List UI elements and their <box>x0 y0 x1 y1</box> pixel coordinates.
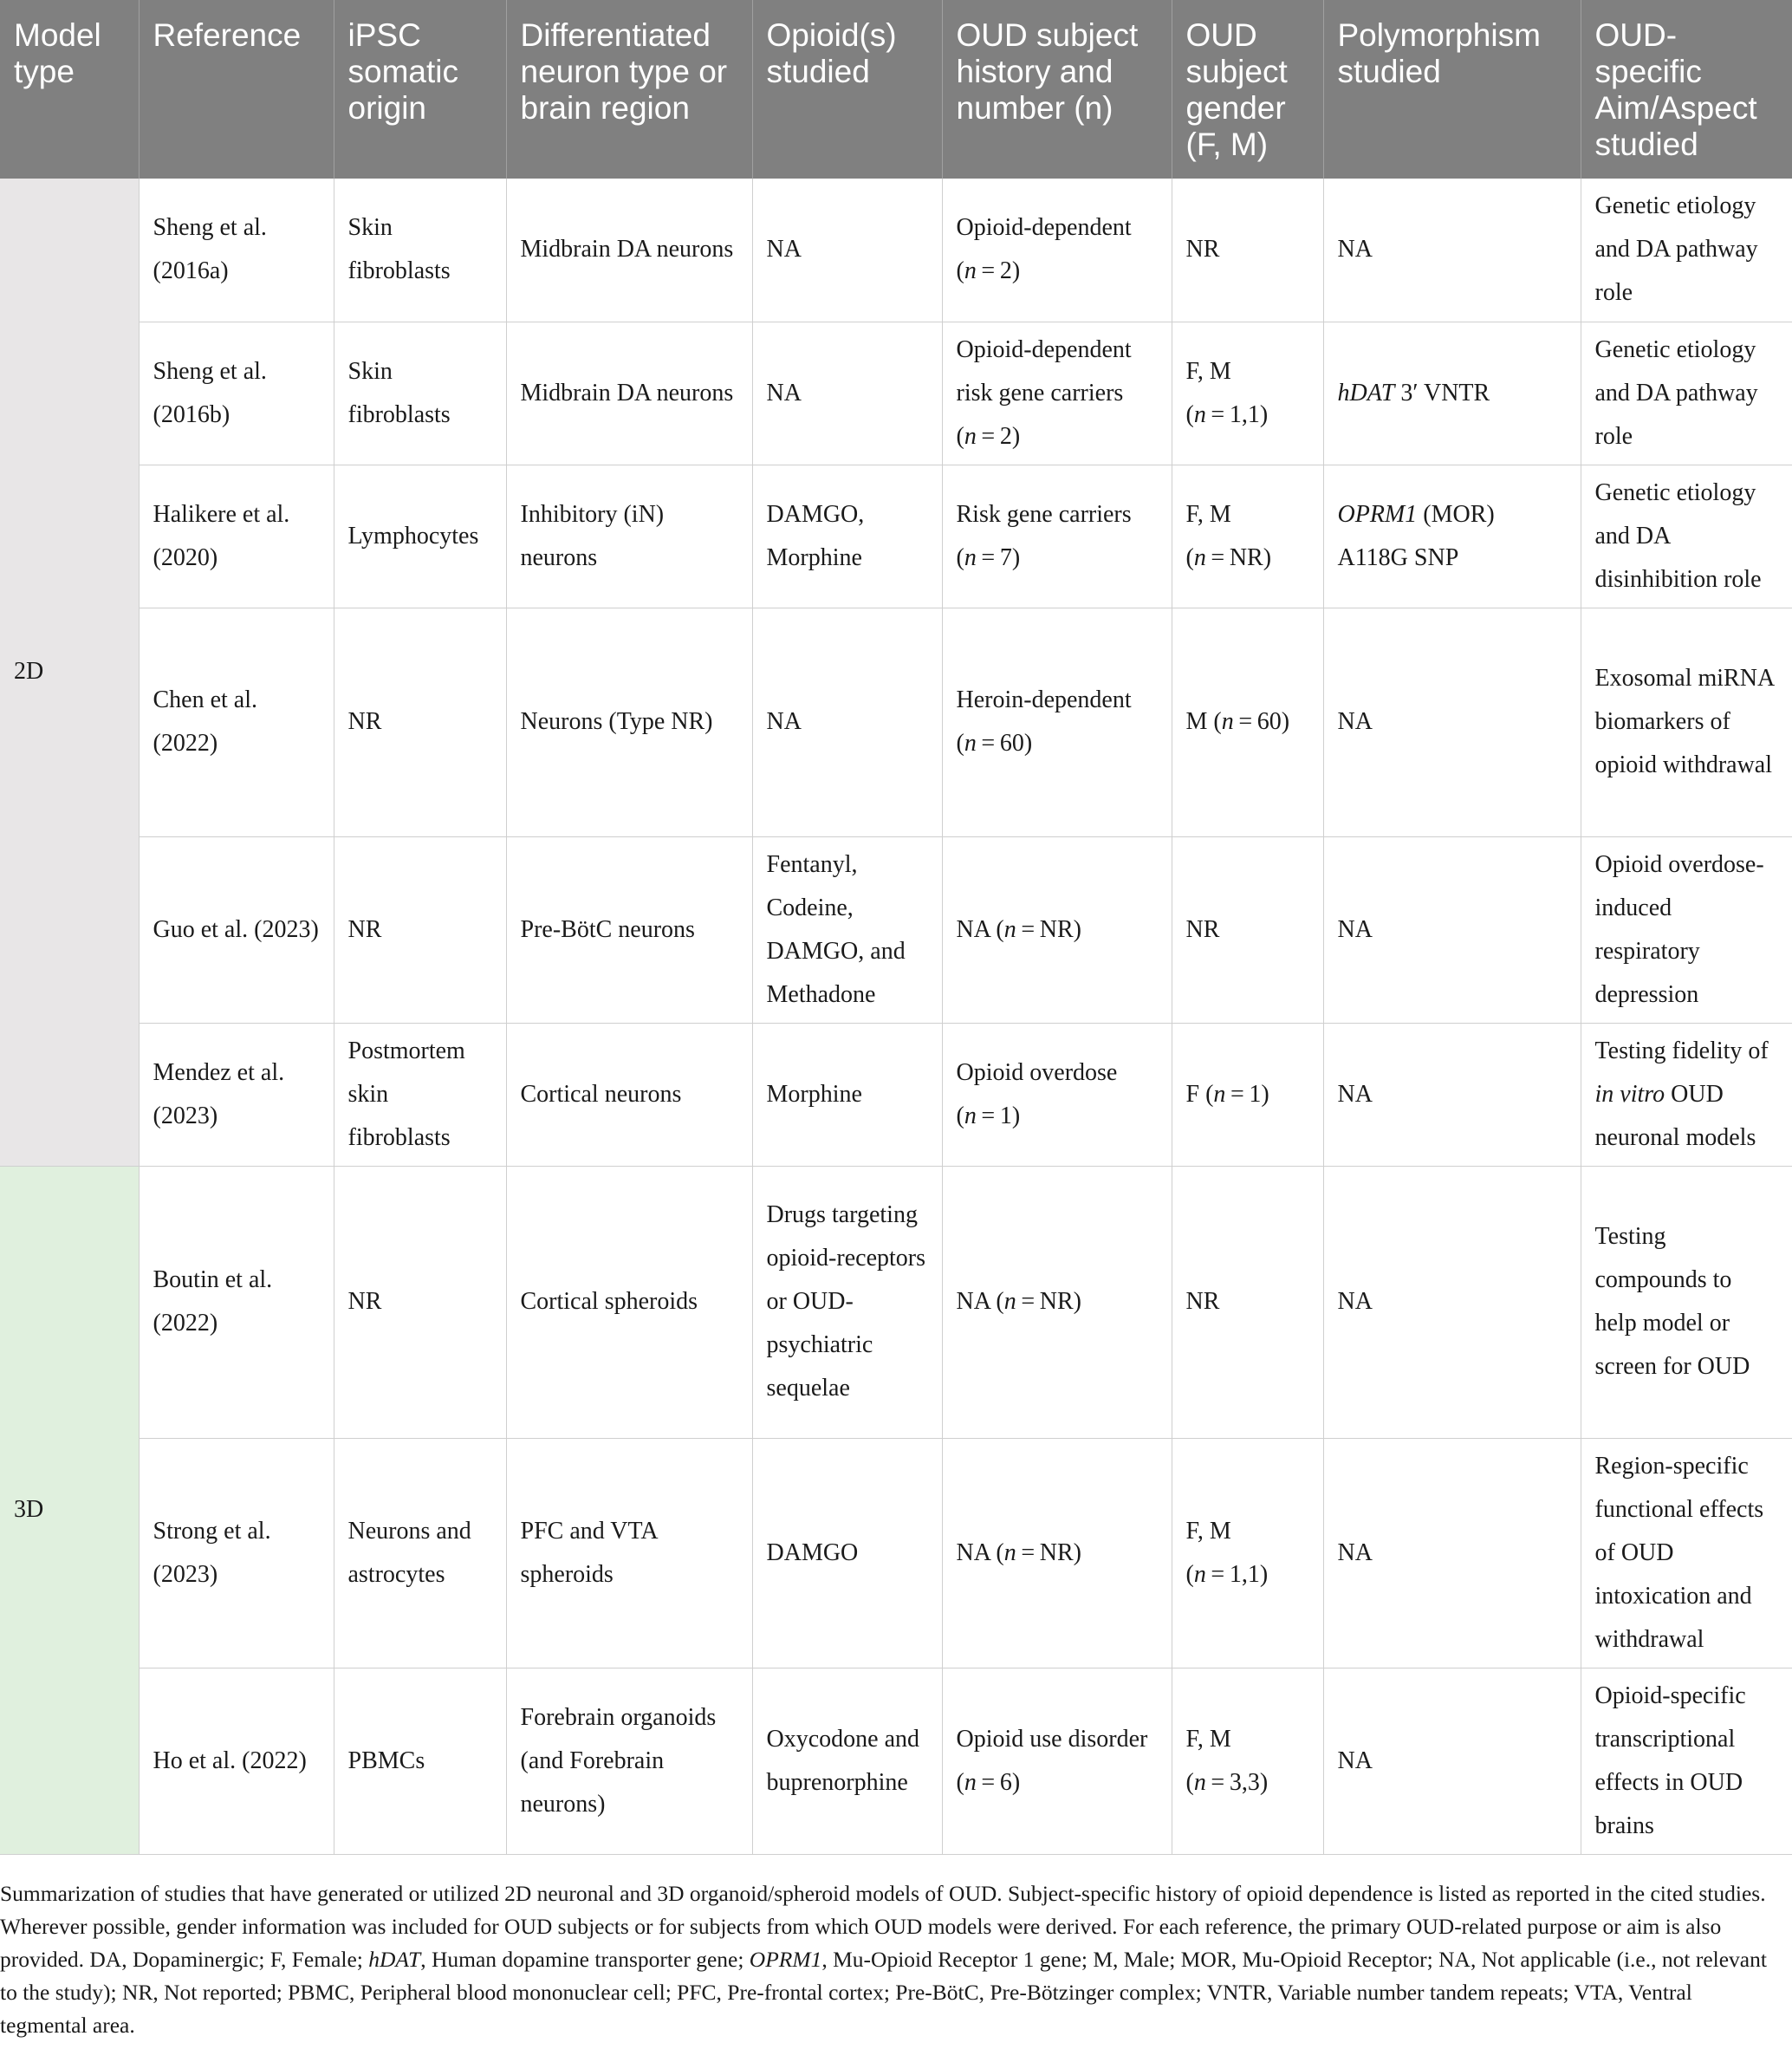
cell-aim: Genetic etiology and DA pathway role <box>1581 322 1792 465</box>
reference-link[interactable]: Sheng et al. (2016a) <box>139 179 334 322</box>
cell-aim: Genetic etiology and DA disinhibition role <box>1581 465 1792 608</box>
cell-polymorphism: NA <box>1323 1438 1581 1668</box>
cell-polymorphism: OPRM1 (MOR) A118G SNP <box>1323 465 1581 608</box>
cell-history: Opioid-dependent (n = 2) <box>942 179 1172 322</box>
cell-gender: F (n = 1) <box>1172 1023 1323 1166</box>
table-row <box>0 836 1792 1023</box>
cell-opioids: Morphine <box>752 1023 942 1166</box>
header-somatic-origin: iPSC somatic origin <box>334 0 506 179</box>
table-row <box>0 1438 1792 1668</box>
cell-aim: Testing fidelity of in vitro OUD neuronal models <box>1581 1023 1792 1166</box>
header-subject-history: OUD subject history and number (n) <box>942 0 1172 179</box>
cell-polymorphism: NA <box>1323 179 1581 322</box>
cell-aim: Region-specific functional effects of OUD intoxication and withdrawal <box>1581 1438 1792 1668</box>
cell-opioids: Fentanyl, Codeine, DAMGO, and Methadone <box>752 836 942 1023</box>
table-footnote: Summarization of studies that have generated or utilized 2D neuronal and 3D organoid/spheroid models of OUD. Subject-specific history of opioid dependence is listed as reported in the cited studies. Wherever possible, gender information was included for OUD subjects or for subjects from which OUD models were derived. For each reference, the primary OUD-related purpose or aim is also provided. DA, Dopaminergic; F, Female; hDAT, Human dopamine transporter gene; OPRM1, Mu-Opioid Receptor 1 gene; M, Male; MOR, Mu-Opioid Receptor; NA, Not applicable (i.e., not relevant to the study); NR, Not reported; PBMC, Peripheral blood mononuclear cell; PFC, Pre-frontal cortex; Pre-BötC, Pre-Bötzinger complex; VNTR, Variable number tandem repeats; VTA, Ventral tegmental area. <box>0 1881 1767 2038</box>
cell-history: NA (n = NR) <box>942 1166 1172 1438</box>
header-reference: Reference <box>139 0 334 179</box>
cell-origin: NR <box>334 836 506 1023</box>
cell-gender: NR <box>1172 836 1323 1023</box>
cell-opioids: NA <box>752 179 942 322</box>
header-subject-gender: OUD subject gender (F, M) <box>1172 0 1323 179</box>
cell-opioids: DAMGO <box>752 1438 942 1668</box>
cell-polymorphism: NA <box>1323 1023 1581 1166</box>
cell-history: Opioid overdose (n = 1) <box>942 1023 1172 1166</box>
cell-neuron: Neurons (Type NR) <box>506 608 752 836</box>
cell-gender: F, M (n = 3,3) <box>1172 1668 1323 1854</box>
cell-polymorphism: NA <box>1323 1166 1581 1438</box>
cell-opioids: DAMGO, Morphine <box>752 465 942 608</box>
header-polymorphism: Polymorphism studied <box>1323 0 1581 179</box>
table-row <box>0 1023 1792 1166</box>
cell-neuron: Inhibitory (iN) neurons <box>506 465 752 608</box>
cell-aim: Exosomal miRNA biomarkers of opioid withdrawal <box>1581 608 1792 836</box>
cell-neuron: Cortical spheroids <box>506 1166 752 1438</box>
cell-polymorphism: NA <box>1323 608 1581 836</box>
header-neuron-type: Differentiated neuron type or brain region <box>506 0 752 179</box>
reference-link[interactable]: Halikere et al. (2020) <box>139 465 334 608</box>
cell-opioids: Drugs targeting opioid-receptors or OUD-psychiatric sequelae <box>752 1166 942 1438</box>
table-row <box>0 322 1792 465</box>
cell-origin: Skin fibroblasts <box>334 322 506 465</box>
reference-link[interactable]: Boutin et al. (2022) <box>139 1166 334 1438</box>
table-row <box>0 608 1792 836</box>
cell-neuron: Forebrain organoids (and Forebrain neurons) <box>506 1668 752 1854</box>
cell-gender: F, M (n = NR) <box>1172 465 1323 608</box>
header-opioids: Opioid(s) studied <box>752 0 942 179</box>
cell-origin: Lymphocytes <box>334 465 506 608</box>
header-aim: OUD-specific Aim/Aspect studied <box>1581 0 1792 179</box>
reference-link[interactable]: Mendez et al. (2023) <box>139 1023 334 1166</box>
cell-polymorphism: NA <box>1323 1668 1581 1854</box>
cell-aim: Genetic etiology and DA pathway role <box>1581 179 1792 322</box>
cell-polymorphism: NA <box>1323 836 1581 1023</box>
reference-link[interactable]: Ho et al. (2022) <box>139 1668 334 1854</box>
cell-history: Opioid use disorder (n = 6) <box>942 1668 1172 1854</box>
cell-gender: NR <box>1172 179 1323 322</box>
cell-aim: Opioid overdose-induced respiratory depression <box>1581 836 1792 1023</box>
table-row <box>0 465 1792 608</box>
cell-history: NA (n = NR) <box>942 836 1172 1023</box>
group-3d: 3D <box>0 1166 139 1854</box>
reference-link[interactable]: Guo et al. (2023) <box>139 836 334 1023</box>
group-2d: 2D <box>0 179 139 1166</box>
table-row <box>0 1166 1792 1438</box>
cell-opioids: Oxycodone and buprenorphine <box>752 1668 942 1854</box>
cell-opioids: NA <box>752 608 942 836</box>
cell-origin: NR <box>334 1166 506 1438</box>
cell-gender: M (n = 60) <box>1172 608 1323 836</box>
cell-gender: NR <box>1172 1166 1323 1438</box>
cell-gender: F, M (n = 1,1) <box>1172 322 1323 465</box>
reference-link[interactable]: Chen et al. (2022) <box>139 608 334 836</box>
cell-history: Heroin-dependent (n = 60) <box>942 608 1172 836</box>
cell-history: Opioid-dependent risk gene carriers (n = 2) <box>942 322 1172 465</box>
cell-history: Risk gene carriers (n = 7) <box>942 465 1172 608</box>
header-model-type: Model type <box>0 0 139 179</box>
cell-neuron: Cortical neurons <box>506 1023 752 1166</box>
cell-gender: F, M (n = 1,1) <box>1172 1438 1323 1668</box>
cell-opioids: NA <box>752 322 942 465</box>
cell-origin: PBMCs <box>334 1668 506 1854</box>
cell-neuron: PFC and VTA spheroids <box>506 1438 752 1668</box>
cell-aim: Testing compounds to help model or screen for OUD <box>1581 1166 1792 1438</box>
reference-link[interactable]: Strong et al. (2023) <box>139 1438 334 1668</box>
cell-polymorphism: hDAT 3′ VNTR <box>1323 322 1581 465</box>
cell-origin: NR <box>334 608 506 836</box>
cell-origin: Neurons and astrocytes <box>334 1438 506 1668</box>
cell-neuron: Midbrain DA neurons <box>506 179 752 322</box>
table-row <box>0 179 1792 322</box>
cell-neuron: Pre-BötC neurons <box>506 836 752 1023</box>
reference-link[interactable]: Sheng et al. (2016b) <box>139 322 334 465</box>
header-row <box>0 0 1792 179</box>
cell-aim: Opioid-specific transcriptional effects in OUD brains <box>1581 1668 1792 1854</box>
cell-origin: Postmortem skin fibroblasts <box>334 1023 506 1166</box>
cell-neuron: Midbrain DA neurons <box>506 322 752 465</box>
cell-history: NA (n = NR) <box>942 1438 1172 1668</box>
table-row <box>0 1668 1792 1854</box>
cell-origin: Skin fibroblasts <box>334 179 506 322</box>
